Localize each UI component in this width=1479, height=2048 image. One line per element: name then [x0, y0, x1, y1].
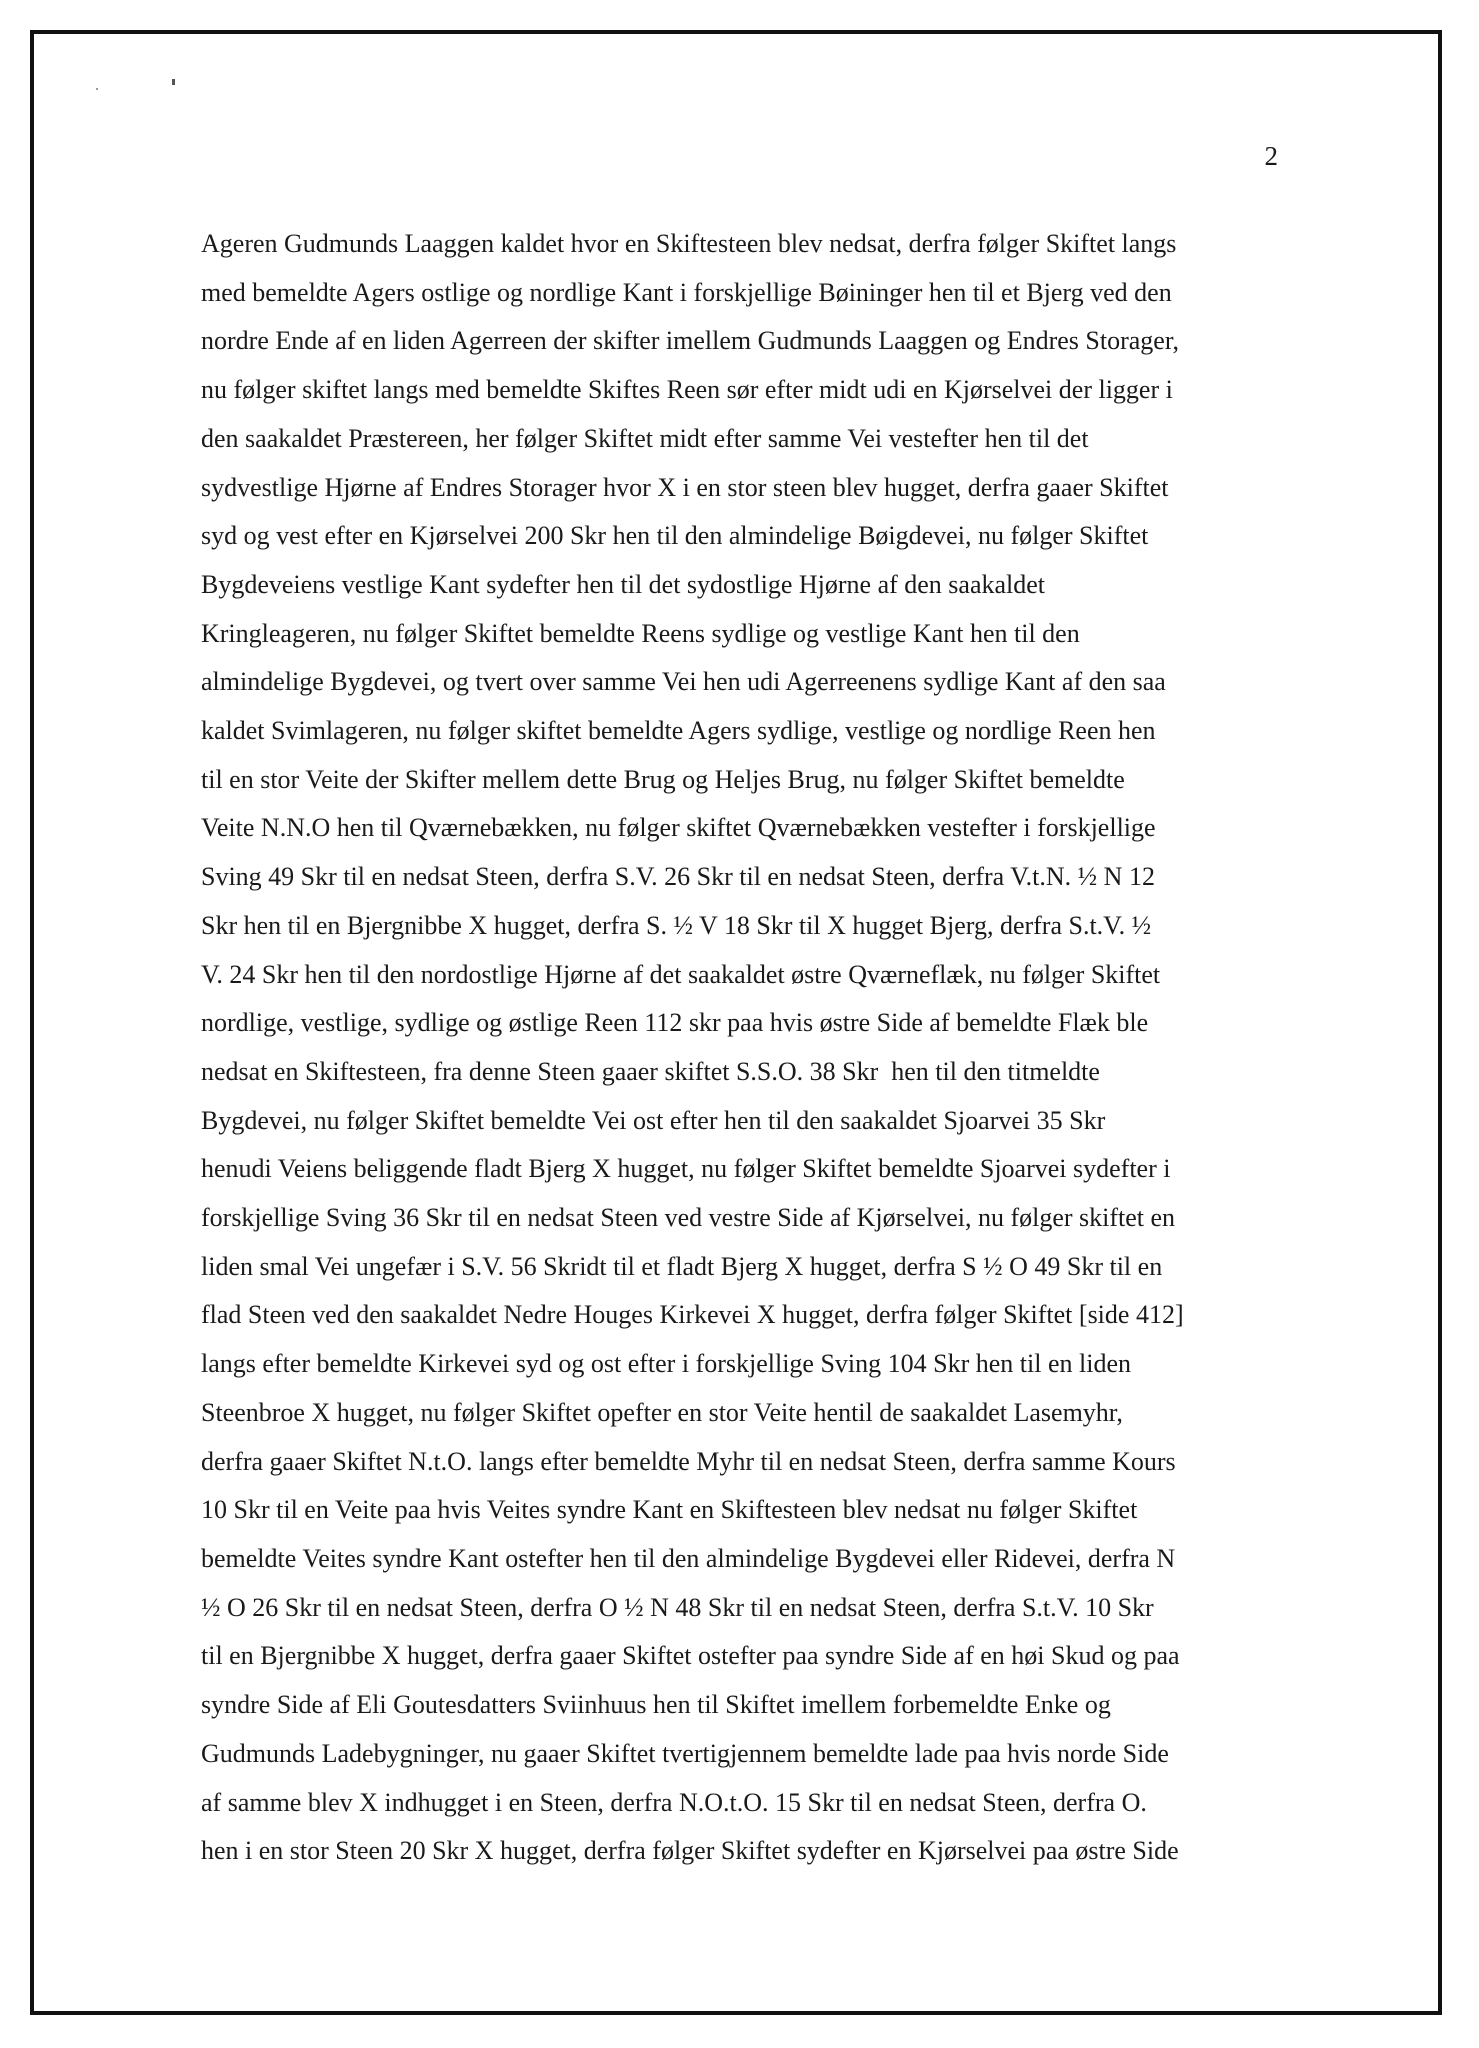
page-number: 2 — [1264, 141, 1278, 171]
text-line: med bemeldte Agers ostlige og nordlige Kant i forskjellige Bøininger hen til et Bjerg ved den — [201, 277, 1172, 307]
text-line: Ageren Gudmunds Laaggen kaldet hvor en Skiftesteen blev nedsat, derfra følger Skiftet langs — [201, 229, 1177, 258]
text-line: Kringleageren, nu følger Skiftet bemeldte Reens sydlige og vestlige Kant hen til den — [201, 618, 1080, 648]
scan-speck — [172, 79, 175, 85]
text-line: sydvestlige Hjørne af Endres Storager hvor X i en stor steen blev hugget, derfra gaaer Skiftet — [201, 472, 1169, 502]
text-line: til en Bjergnibbe X hugget, derfra gaaer Skiftet ostefter paa syndre Side af en høi Skud og paa — [201, 1641, 1180, 1671]
text-line: almindelige Bygdevei, og tvert over samme Vei hen udi Agerreenens sydlige Kant af den saa — [201, 667, 1166, 697]
text-line: Bygdevei, nu følger Skiftet bemeldte Vei ost efter hen til den saakaldet Sjoarvei 35 Skr — [201, 1105, 1106, 1135]
text-line: kaldet Svimlageren, nu følger skiftet bemeldte Agers sydlige, vestlige og nordlige Reen hen — [201, 716, 1156, 746]
text-line: ½ O 26 Skr til en nedsat Steen, derfra O ½ N 48 Skr til en nedsat Steen, derfra S.t.V. 10 Skr — [201, 1592, 1154, 1622]
text-line: nedsat en Skiftesteen, fra denne Steen gaaer skiftet S.S.O. 38 Skr hen til den titmeldte — [201, 1056, 1100, 1086]
text-line: langs efter bemeldte Kirkevei syd og ost efter i forskjellige Sving 104 Skr hen til en liden — [201, 1349, 1132, 1379]
text-line: Sving 49 Skr til en nedsat Steen, derfra S.V. 26 Skr til en nedsat Steen, derfra V.t.N. ½ N 12 — [201, 862, 1155, 892]
text-line: den saakaldet Præstereen, her følger Skiftet midt efter samme Vei vestefter hen til det — [201, 423, 1089, 453]
text-line: hen i en stor Steen 20 Skr X hugget, derfra følger Skiftet sydefter en Kjørselvei paa østre Side — [201, 1836, 1179, 1866]
text-line: til en stor Veite der Skifter mellem dette Brug og Heljes Brug, nu følger Skiftet bemeldte — [201, 764, 1125, 794]
text-line: nordlige, vestlige, sydlige og østlige Reen 112 skr paa hvis østre Side af bemeldte Flæk ble — [201, 1008, 1149, 1038]
text-line: af samme blev X indhugget i en Steen, derfra N.O.t.O. 15 Skr til en nedsat Steen, derfra O. — [201, 1787, 1147, 1817]
text-line: liden smal Vei ungefær i S.V. 56 Skridt til et fladt Bjerg X hugget, derfra S ½ O 49 Skr til en — [201, 1251, 1163, 1281]
text-line: nordre Ende af en liden Agerreen der skifter imellem Gudmunds Laaggen og Endres Storager, — [201, 326, 1179, 356]
text-line: derfra gaaer Skiftet N.t.O. langs efter bemeldte Myhr til en nedsat Steen, derfra samme Kours — [201, 1446, 1176, 1476]
text-line: Veite N.N.O hen til Qværnebækken, nu følger skiftet Qværnebækken vestefter i forskjellige — [201, 813, 1156, 843]
text-line: V. 24 Skr hen til den nordostlige Hjørne af det saakaldet østre Qværneflæk, nu følger Skiftet — [201, 959, 1161, 989]
text-line: nu følger skiftet langs med bemeldte Skiftes Reen sør efter midt udi en Kjørselvei der ligger i — [201, 375, 1173, 405]
text-line: Skr hen til en Bjergnibbe X hugget, derfra S. ½ V 18 Skr til X hugget Bjerg, derfra S.t.V. ½ — [201, 910, 1152, 940]
scan-speck — [96, 88, 98, 90]
text-line: forskjellige Sving 36 Skr til en nedsat Steen ved vestre Side af Kjørselvei, nu følger skiftet en — [201, 1203, 1176, 1233]
text-line: Gudmunds Ladebygninger, nu gaaer Skiftet tvertigjennem bemeldte lade paa hvis norde Side — [201, 1738, 1169, 1768]
text-line: flad Steen ved den saakaldet Nedre Houges Kirkevei X hugget, derfra følger Skiftet [side 412] — [201, 1300, 1184, 1330]
text-line: 10 Skr til en Veite paa hvis Veites syndre Kant en Skiftesteen blev nedsat nu følger Skiftet — [201, 1495, 1138, 1525]
text-line: syndre Side af Eli Goutesdatters Sviinhuus hen til Skiftet imellem forbemeldte Enke og — [201, 1690, 1111, 1720]
text-line: syd og vest efter en Kjørselvei 200 Skr hen til den almindelige Bøigdevei, nu følger Skiftet — [201, 521, 1149, 551]
text-line: bemeldte Veites syndre Kant ostefter hen til den almindelige Bygdevei eller Ridevei, derfra N — [201, 1543, 1176, 1573]
body-text — [201, 220, 1291, 1876]
text-line: Steenbroe X hugget, nu følger Skiftet opefter en stor Veite hentil de saakaldet Lasemyhr, — [201, 1397, 1123, 1427]
text-line: Bygdeveiens vestlige Kant sydefter hen til det sydostlige Hjørne af den saakaldet — [201, 569, 1046, 599]
text-line: henudi Veiens beliggende fladt Bjerg X hugget, nu følger Skiftet bemeldte Sjoarvei sydefter i — [201, 1154, 1171, 1184]
